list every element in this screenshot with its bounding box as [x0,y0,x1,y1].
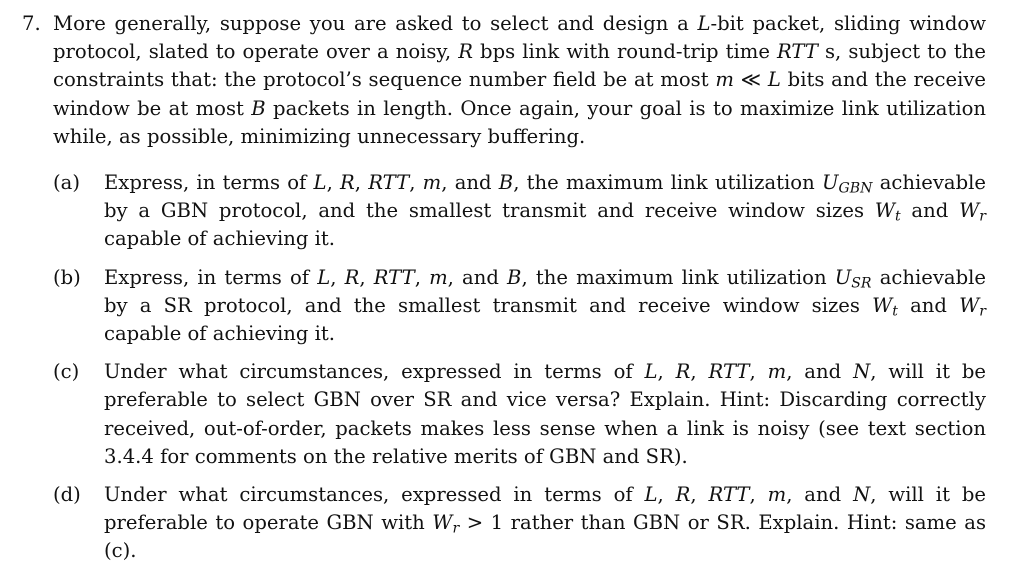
math-symbol: m [767,360,787,384]
problem-intro [53,10,986,151]
math-subscript: r [979,303,986,320]
math-symbol: W [959,199,980,223]
part-text [104,264,986,349]
math-subscript: t [894,208,901,225]
text-run: packets in length. Once again, your goal is to maximize link utilization while, as possible, minimizing unnecessary buffering. [53,96,986,148]
math-symbol: R [675,483,691,507]
text-run: , [330,265,345,289]
text-run: , [690,483,709,507]
text-run: , will it be preferable to operate GBN with [104,483,986,535]
text-run: , [749,483,768,507]
math-symbol: RTT [708,483,750,507]
math-symbol: U [834,265,852,289]
text-run: achievable by a GBN protocol, and the smallest transmit and receive window sizes [104,171,986,223]
math-symbol: L [644,483,658,507]
math-symbol: R [458,40,473,64]
text-run: bits and the receive window be at most [53,68,986,120]
math-symbol: RTT [373,265,415,289]
math-symbol: L [697,12,711,35]
math-subscript: SR [851,275,872,292]
text-run: -bit packet, sliding window protocol, slated to operate over a noisy, [53,12,986,64]
part-label: (d) [53,483,81,507]
math-symbol: N [853,483,871,507]
text-run: , [354,171,369,195]
math-symbol: U [821,171,839,195]
text-run: , and [441,171,499,195]
math-symbol: B [498,171,514,195]
math-symbol: B [507,265,522,289]
math-symbol: L [313,171,327,195]
text-run: ≪ [733,68,768,92]
math-symbol: RTT [777,40,818,64]
text-run: Express, in terms of [104,171,314,195]
text-run: , the maximum link utilization [521,265,835,289]
text-run: , [359,265,374,289]
text-run: capable of achieving it. [104,227,336,251]
math-symbol: L [644,360,658,384]
text-run: , the maximum link utilization [513,171,822,195]
math-symbol: L [317,265,331,289]
text-run: > 1 rather than GBN or SR. Explain. Hint: same as (c). [104,511,986,563]
text-run: Under what circumstances, expressed in terms of [104,360,645,384]
math-symbol: W [959,293,980,317]
text-run: , [414,265,430,289]
math-symbol: R [675,360,691,384]
part-label: (b) [53,265,81,289]
text-run: and [897,293,960,317]
text-run: More generally, suppose you are asked to select and design a [53,12,698,35]
problem-7 [22,10,986,576]
part-a [53,169,986,254]
part-text [104,358,986,471]
text-run: , [690,360,709,384]
part-label: (c) [53,360,80,384]
problem-body [53,10,986,576]
part-d [53,481,986,566]
text-run: , [326,171,341,195]
math-subscript: GBN [838,180,873,197]
text-run: Under what circumstances, expressed in terms of [104,483,645,507]
problem-parts [53,169,986,566]
math-symbol: R [344,265,360,289]
math-symbol: m [422,171,442,195]
text-run: and [900,199,960,223]
text-run: , and [786,360,854,384]
part-text [104,169,986,254]
text-run: , and [447,265,508,289]
part-c [53,358,986,471]
math-symbol: m [429,265,448,289]
text-run: , [749,360,768,384]
text-run: , [409,171,423,195]
text-run: , [657,483,676,507]
text-run: , will it be preferable to select GBN over SR and vice versa? Explain. Hint: Discarding correctly received, out-of-order, packets makes less sense when a link is noisy (see text section 3.4.4 for comments on the relative merits of GBN and SR). [104,360,986,468]
math-symbol: R [340,171,355,195]
text-run: , and [786,483,854,507]
math-symbol: RTT [708,360,750,384]
math-symbol: m [767,483,787,507]
problem-number: 7. [22,12,41,35]
math-symbol: W [432,511,453,535]
part-b [53,264,986,349]
math-symbol: N [853,360,871,384]
part-label: (a) [53,171,80,195]
math-symbol: L [767,68,781,92]
math-symbol: m [715,68,734,92]
text-run: achievable by a SR protocol, and the smallest transmit and receive window sizes [104,265,987,317]
text-run: capable of achieving it. [104,322,336,346]
math-symbol: RTT [368,171,410,195]
math-subscript: r [979,208,986,225]
text-run: bps link with round-trip time [472,40,778,64]
text-run: , [657,360,676,384]
math-subscript: r [452,520,460,537]
text-run: s, subject to the constraints that: the protocol’s sequence number field be at most [53,40,986,92]
math-symbol: B [251,96,266,120]
math-symbol: W [874,199,895,223]
text-run: Express, in terms of [104,265,318,289]
math-symbol: W [872,293,893,317]
part-text [104,481,986,566]
math-subscript: t [892,303,898,320]
